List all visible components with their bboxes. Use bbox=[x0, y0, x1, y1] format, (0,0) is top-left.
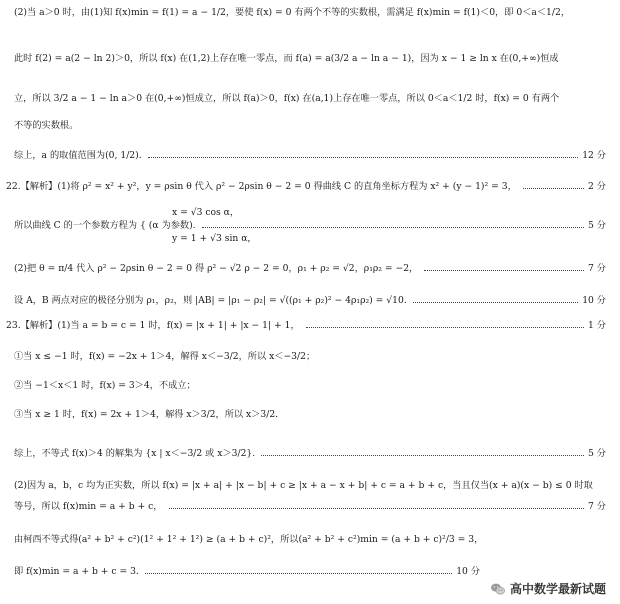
text-line bbox=[172, 206, 606, 220]
line-text: 由柯西不等式得(a² + b² + c²)(1² + 1² + 1²) ≥ (a + b + c)²，所以(a² + b² + c²)min = (a + b + c)²/3 = 3， bbox=[14, 534, 484, 545]
score-label: 7 分 bbox=[588, 501, 606, 512]
line-text: 23.【解析】(1)当 a = b = c = 1 时，f(x) = |x + 1| + |x − 1| + 1， bbox=[6, 320, 300, 331]
score-label: 5 分 bbox=[588, 220, 606, 231]
line-text: 综上，不等式 f(x)＞4 的解集为 {x | x＜−3/2 或 x＞3/2}. bbox=[14, 448, 256, 459]
text-line bbox=[14, 379, 606, 393]
line-text: 此时 f(2) = a(2 − ln 2)＞0，所以 f(x) 在(1,2)上存在唯一零点，而 f(a) = a(3/2 a − ln a − 1)，因为 x − 1 ≥ ln x 在(0,+∞)恒成 bbox=[14, 53, 559, 64]
text-line bbox=[14, 262, 606, 276]
leader-dots bbox=[523, 188, 584, 189]
text-line bbox=[14, 500, 606, 514]
score-label: 7 分 bbox=[588, 263, 606, 274]
text-line bbox=[14, 6, 606, 20]
leader-dots bbox=[261, 455, 584, 456]
line-text: ③当 x ≥ 1 时，f(x) = 2x + 1＞4，解得 x＞3/2，所以 x＞3/2. bbox=[14, 409, 279, 420]
text-line bbox=[14, 408, 606, 422]
line-text: 不等的实数根。 bbox=[14, 120, 79, 131]
leader-dots bbox=[148, 157, 579, 158]
text-line bbox=[14, 149, 606, 163]
leader-dots bbox=[424, 270, 584, 271]
text-line bbox=[14, 350, 606, 364]
text-line bbox=[6, 319, 606, 333]
score-label: 1 分 bbox=[588, 320, 606, 331]
line-text: 所以曲线 C 的一个参数方程为 { (α 为参数). bbox=[14, 220, 196, 231]
text-line bbox=[14, 294, 606, 308]
leader-dots bbox=[145, 573, 452, 574]
score-label: 10 分 bbox=[456, 566, 480, 577]
score-label: 2 分 bbox=[588, 181, 606, 192]
line-text: 立，所以 3/2 a − 1 − ln a＞0 在(0,+∞)恒成立，所以 f(a)＞0，f(x) 在(a,1)上存在唯一零点，所以 0＜a＜1/2 时，f(x) = 0 有两个 bbox=[14, 93, 560, 104]
line-text: x = √3 cos α， bbox=[172, 207, 240, 218]
line-text: 即 f(x)min = a + b + c = 3. bbox=[14, 566, 139, 577]
text-line bbox=[14, 479, 606, 493]
score-label: 5 分 bbox=[588, 448, 606, 459]
watermark-text: 高中数学最新试题 bbox=[509, 582, 606, 596]
line-text: (2)因为 a，b，c 均为正实数，所以 f(x) = |x + a| + |x − b| + c ≥ |x + a − x + b| + c = a + b + c，当且仅当(x + a)(x − b) ≤ 0 时取 bbox=[14, 480, 593, 491]
text-line bbox=[172, 232, 606, 246]
text-line bbox=[14, 565, 480, 579]
wechat-watermark bbox=[488, 579, 610, 598]
line-text: (2)把 θ = π/4 代入 ρ² − 2ρsin θ − 2 = 0 得 ρ² − √2 ρ − 2 = 0，ρ₁ + ρ₂ = √2，ρ₁ρ₂ = −2， bbox=[14, 263, 419, 274]
leader-dots bbox=[202, 227, 584, 228]
text-line bbox=[14, 219, 606, 233]
line-text: y = 1 + √3 sin α， bbox=[172, 233, 257, 244]
line-text: 设 A，B 两点对应的极径分别为 ρ₁，ρ₂，则 |AB| = |ρ₁ − ρ₂| = √((ρ₁ + ρ₂)² − 4ρ₁ρ₂) = √10. bbox=[14, 295, 407, 306]
text-line bbox=[6, 180, 606, 194]
line-text: ②当 −1＜x＜1 时，f(x) = 3＞4，不成立； bbox=[14, 380, 196, 391]
text-line bbox=[14, 52, 606, 66]
leader-dots bbox=[169, 508, 585, 509]
line-text: (2)当 a＞0 时，由(1)知 f(x)min = f(1) = a − 1/2，要使 f(x) = 0 有两个不等的实数根，需满足 f(x)min = f(1)＜0，即 0＜a＜1/2， bbox=[14, 7, 571, 18]
text-line bbox=[14, 533, 606, 547]
line-text: ①当 x ≤ −1 时，f(x) = −2x + 1＞4，解得 x＜−3/2，所以 x＜−3/2； bbox=[14, 351, 316, 362]
line-text: 综上，a 的取值范围为(0, 1/2). bbox=[14, 150, 142, 161]
wechat-icon bbox=[490, 581, 506, 597]
text-line bbox=[14, 119, 606, 133]
text-line bbox=[14, 447, 606, 461]
leader-dots bbox=[306, 327, 584, 328]
line-text: 22.【解析】(1)将 ρ² = x² + y²，y = ρsin θ 代入 ρ² − 2ρsin θ − 2 = 0 得曲线 C 的直角坐标方程为 x² + (y − 1)² = 3， bbox=[6, 181, 517, 192]
score-label: 10 分 bbox=[582, 295, 606, 306]
line-text: 等号，所以 f(x)min = a + b + c， bbox=[14, 501, 163, 512]
score-label: 12 分 bbox=[582, 150, 606, 161]
leader-dots bbox=[413, 302, 578, 303]
text-line bbox=[14, 92, 606, 106]
